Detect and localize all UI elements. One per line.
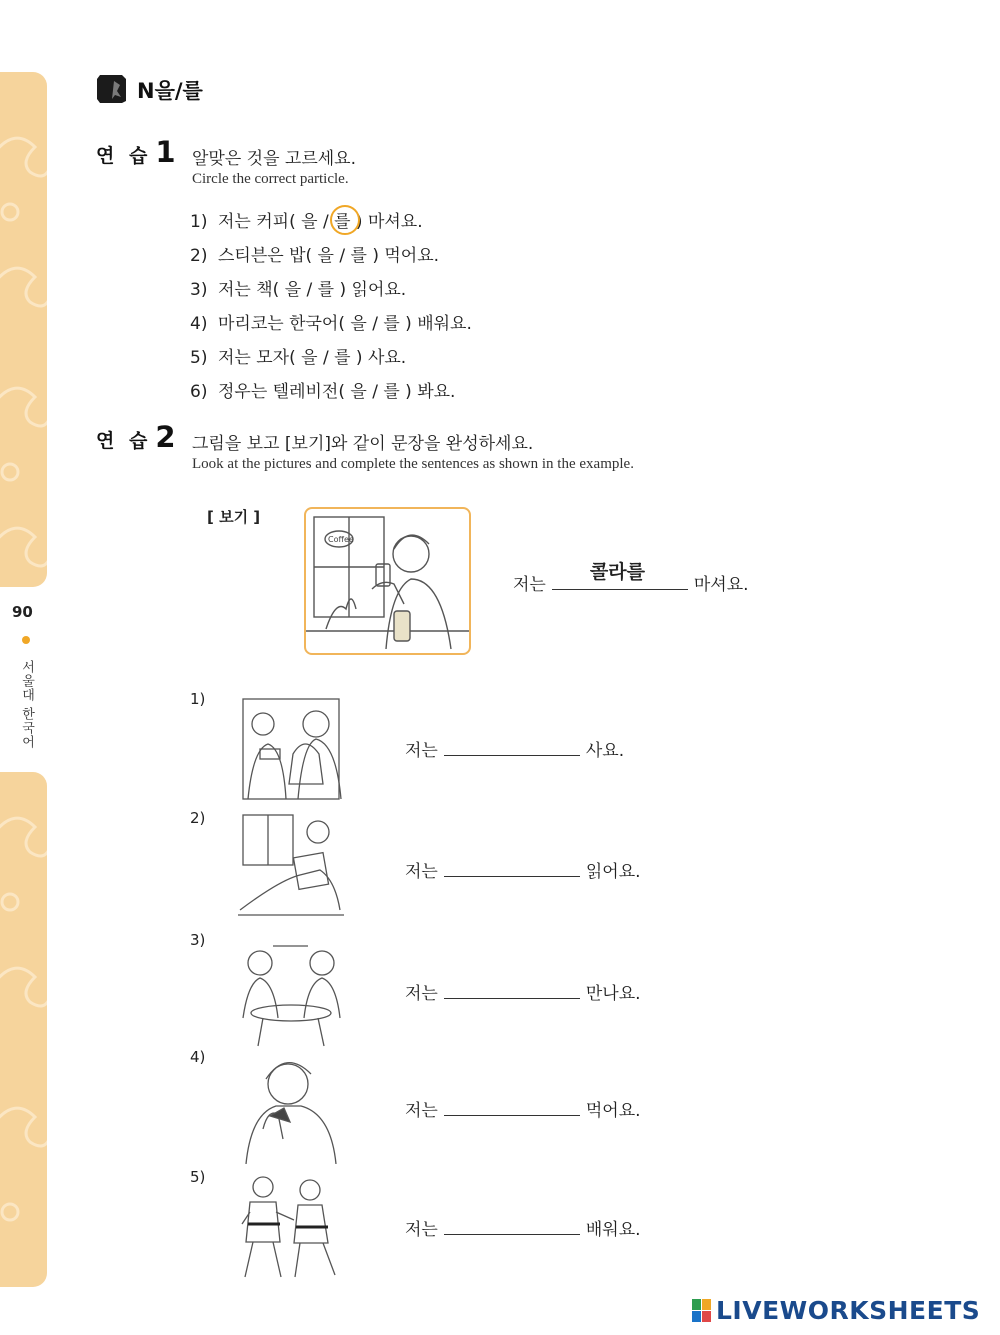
reading-newspaper-illustration-icon: [238, 810, 344, 920]
liveworksheets-brand[interactable]: LIVEWORKSHEETS: [716, 1296, 981, 1325]
answer-sentence: 저는 만나요.: [405, 979, 641, 1004]
section-number-icon: [96, 73, 128, 105]
answer-sentence: 저는 사요.: [405, 736, 624, 761]
answer-blank-4[interactable]: [444, 1097, 580, 1116]
exercise-2-instruction-ko: 그림을 보고 [보기]와 같이 문장을 완성하세요.: [192, 434, 534, 454]
exercise-label: 연 습: [96, 430, 152, 452]
exercise-1-item[interactable]: 6) 정우는 텔레비전( 을 / 를 ) 봐요.: [190, 382, 456, 402]
example-illustration: [304, 507, 471, 655]
exercise-1-item[interactable]: 1) 저는 커피( 을 / 를 ) 마셔요.: [190, 212, 423, 232]
man-eating-illustration-icon: [238, 1054, 344, 1164]
exercise-2-heading: [96, 420, 176, 454]
exercise-1-instruction-en: Circle the correct particle.: [192, 171, 349, 187]
shopping-hat-illustration-icon: [238, 694, 344, 804]
exercise-1-heading: [96, 135, 176, 169]
example-answer: 콜라를: [589, 561, 645, 583]
liveworksheets-logo-icon: [692, 1299, 712, 1323]
answer-blank-5[interactable]: [444, 1216, 580, 1235]
exercise-2-instruction-en: Look at the pictures and complete the sentences as shown in the example.: [192, 456, 634, 472]
picture-number: 3): [190, 931, 206, 949]
man-drinking-illustration-icon: [306, 509, 469, 653]
answer-blank-3[interactable]: [444, 980, 580, 999]
answer-sentence: 저는 배워요.: [405, 1215, 641, 1240]
sidebar-tab-top: [0, 72, 47, 587]
exercise-label: 연 습: [96, 145, 152, 167]
answer-blank-1[interactable]: [444, 737, 580, 756]
book-title: 서울대 한국어: [19, 660, 34, 750]
section-title: N을/를: [137, 79, 203, 103]
page-dot-icon: [22, 636, 30, 644]
example-label: [ 보기 ]: [207, 508, 261, 526]
cloud-pattern-icon: [0, 772, 47, 1287]
selected-answer-circle: [330, 205, 360, 235]
picture-number: 2): [190, 809, 206, 827]
picture-number: 5): [190, 1168, 206, 1186]
page-number: 90: [12, 603, 33, 621]
exercise-1-item[interactable]: 3) 저는 책( 을 / 를 ) 읽어요.: [190, 280, 407, 300]
exercise-number: 1: [155, 135, 176, 169]
taekwondo-illustration-icon: [238, 1172, 344, 1282]
meeting-friend-illustration-icon: [238, 938, 344, 1048]
exercise-number: 2: [155, 420, 176, 454]
picture-number: 1): [190, 690, 206, 708]
exercise-1-instruction-ko: 알맞은 것을 고르세요.: [192, 149, 357, 169]
picture-number: 4): [190, 1048, 206, 1066]
cloud-pattern-icon: [0, 72, 47, 587]
answer-sentence: 저는 읽어요.: [405, 857, 641, 882]
example-answer-blank: [552, 561, 688, 590]
coffee-sign-text: Coffee: [328, 535, 354, 544]
answer-sentence: 저는 먹어요.: [405, 1096, 641, 1121]
example-sentence: 저는 콜라를 마셔요.: [513, 570, 749, 595]
exercise-1-item[interactable]: 5) 저는 모자( 을 / 를 ) 사요.: [190, 348, 407, 368]
answer-blank-2[interactable]: [444, 858, 580, 877]
sidebar-tab-bottom: [0, 772, 47, 1287]
exercise-1-item[interactable]: 2) 스티븐은 밥( 을 / 를 ) 먹어요.: [190, 246, 440, 266]
exercise-1-item[interactable]: 4) 마리코는 한국어( 을 / 를 ) 배워요.: [190, 314, 472, 334]
